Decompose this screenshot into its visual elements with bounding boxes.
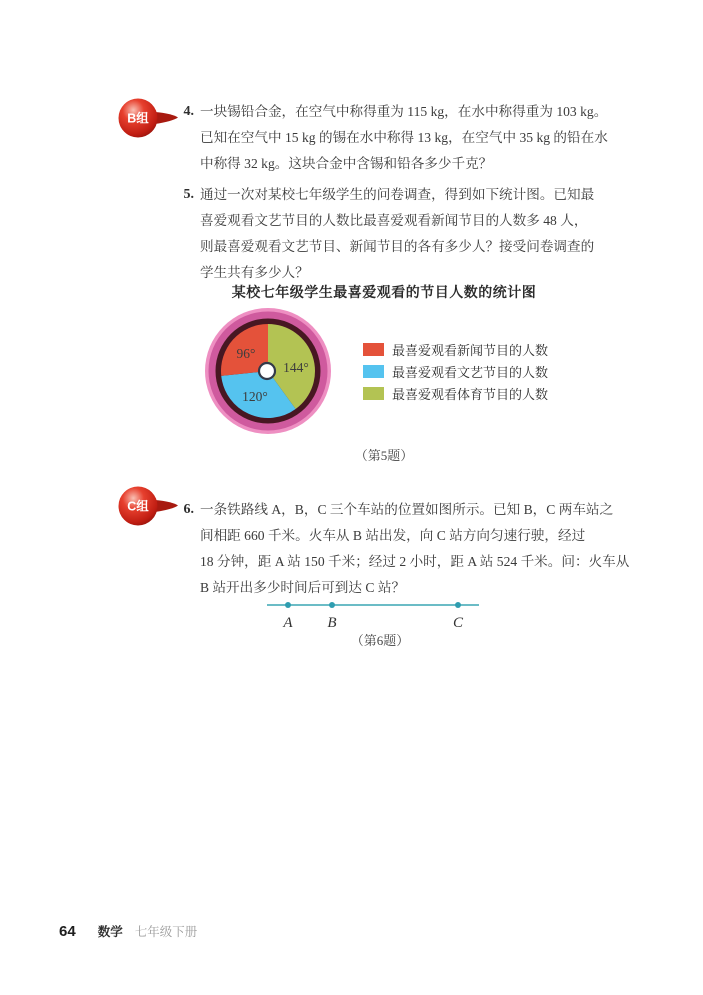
legend-label-sports: 最喜爱观看体育节目的人数	[392, 386, 549, 402]
legend-label-news: 最喜爱观看新闻节目的人数	[392, 342, 549, 358]
pie-center-circle-icon	[259, 363, 275, 379]
legend-item-sports	[363, 382, 548, 404]
problem-6-line: 间相距 660 千米。火车从 B 站出发，向 C 站方向匀速行驶，经过	[200, 528, 586, 543]
problem-6-text	[200, 497, 640, 601]
problem-6-line: B 站开出多少时间后可到达 C 站？	[200, 580, 406, 595]
diagram-caption: （第6题）	[350, 633, 410, 648]
problem-5-number: 5.	[183, 187, 194, 202]
problem-5-line: 通过一次对某校七年级学生的问卷调查，得到如下统计图。已知最	[200, 187, 595, 202]
legend-item-arts	[363, 360, 548, 382]
legend-label-arts: 最喜爱观看文艺节目的人数	[392, 364, 549, 380]
legend-swatch-sports-icon	[363, 387, 384, 400]
station-dot-a	[285, 602, 291, 608]
footer-edition: 七年级下册	[134, 925, 198, 939]
problem-6-number: 6.	[183, 502, 194, 517]
angle-label-144: 144°	[283, 360, 309, 375]
legend-swatch-news-icon	[363, 343, 384, 356]
problem-4-line: 已知在空气中 15 kg 的锡在水中称得 13 kg，在空气中 35 kg 的铅在水	[200, 130, 608, 145]
pie-chart	[203, 306, 333, 436]
legend-swatch-arts-icon	[363, 365, 384, 378]
chart-title: 某校七年级学生最喜爱观看的节目人数的统计图	[231, 284, 537, 300]
station-label-c: C	[452, 615, 464, 631]
angle-label-120: 120°	[242, 389, 268, 404]
problem-6-line: 一条铁路线 A，B，C 三个车站的位置如图所示。已知 B，C 两车站之	[200, 502, 614, 517]
legend-item-news	[363, 338, 548, 360]
problem-5-line: 则最喜爱观看文艺节目、新闻节目的各有多少人？接受问卷调查的	[200, 239, 595, 254]
problem-4-line: 一块锡铅合金，在空气中称得重为 115 kg，在水中称得重为 103 kg。	[200, 104, 608, 119]
page-footer	[59, 922, 197, 940]
problem-4-number: 4.	[183, 104, 194, 119]
station-dot-c	[455, 602, 461, 608]
problem-5-line: 喜爱观看文艺节目的人数比最喜爱观看新闻节目的人数多 48 人，	[200, 213, 588, 228]
station-label-b: B	[327, 615, 337, 631]
problem-6-line: 18 分钟，距 A 站 150 千米；经过 2 小时，距 A 站 524 千米。问：火车从	[200, 554, 630, 569]
footer-subject: 数学	[97, 925, 123, 939]
angle-label-96: 96°	[236, 346, 256, 361]
problem-5-text	[200, 182, 640, 286]
chart-legend	[363, 338, 548, 404]
station-label-a: A	[283, 615, 293, 631]
page-number: 64	[59, 923, 76, 940]
problem-5-line: 学生共有多少人？	[200, 265, 309, 280]
group-b-badge-label: B组	[127, 111, 149, 126]
chart-caption: （第5题）	[354, 448, 414, 463]
group-c-badge-label: C组	[127, 499, 149, 514]
problem-4-text	[200, 99, 640, 177]
station-dot-b	[329, 602, 335, 608]
problem-4-line: 中称得 32 kg。这块合金中含锡和铅各多少千克？	[200, 156, 493, 171]
